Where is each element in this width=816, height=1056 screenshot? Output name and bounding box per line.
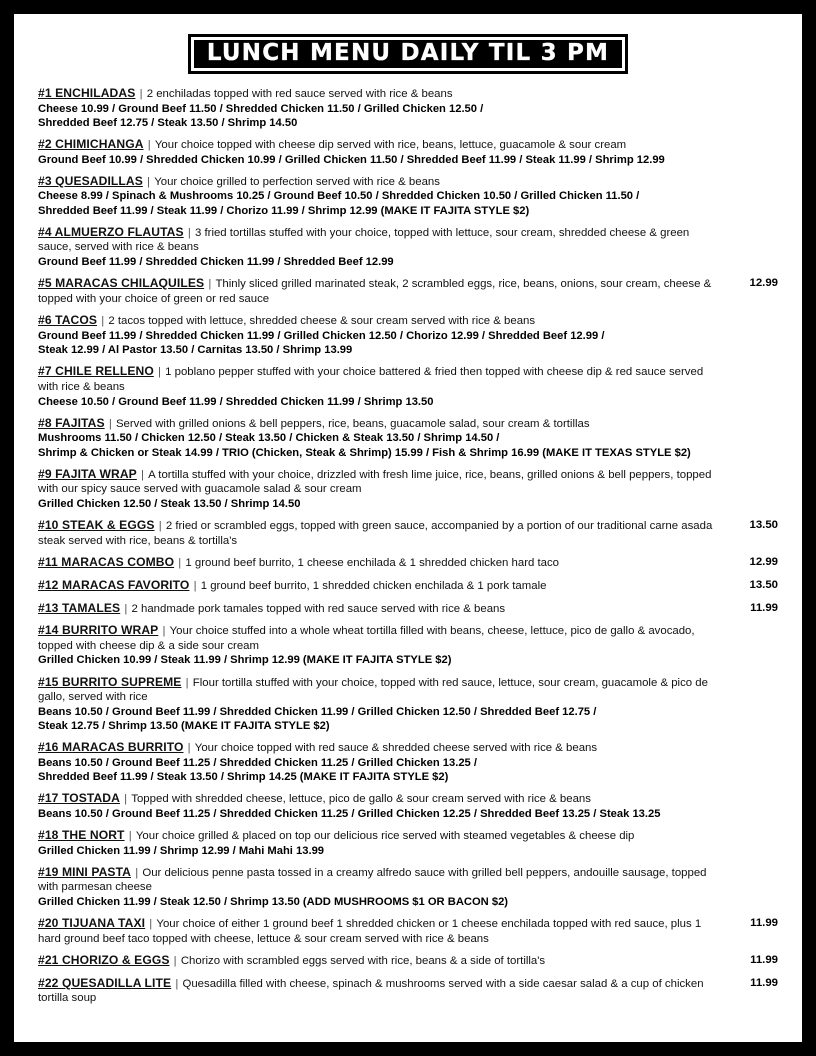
menu-item-description-line xyxy=(38,791,722,807)
menu-item-price-line: Steak 12.99 / Al Pastor 13.50 / Carnitas 13.50 / Shrimp 13.99 xyxy=(38,344,353,357)
menu-item-price-line: Cheese 10.99 / Ground Beef 11.50 / Shredded Chicken 11.50 / Grilled Chicken 12.50 / xyxy=(38,102,484,115)
menu-item-body xyxy=(38,137,722,167)
menu-item-description: Your choice grilled & placed on top our delicious rice served with steamed vegetables & cheese dip xyxy=(135,829,635,842)
menu-item-description-line xyxy=(38,675,722,705)
menu-item-description: Your choice of either 1 ground beef 1 shredded chicken or 1 cheese enchilada topped with red sauce, plus 1 hard ground beef taco topped with cheese, lettuce & sour cream served with rice & beans xyxy=(38,918,702,945)
menu-item-description: 3 fried tortillas stuffed with your choice, topped with lettuce, sour cream, shredded cheese & green sauce, served with rice & beans xyxy=(38,226,690,254)
menu-item-price-line: Cheese 10.50 / Ground Beef 11.99 / Shredded Chicken 11.99 / Shrimp 13.50 xyxy=(38,395,434,408)
menu-item xyxy=(38,623,778,667)
menu-item-description: Flour tortilla stuffed with your choice, topped with red sauce, lettuce, sour cream, guacamole & pico de gallo, served with rice xyxy=(38,676,708,704)
menu-item-price-line: Grilled Chicken 11.99 / Steak 12.50 / Shrimp 13.50 (ADD MUSHROOMS $1 OR BACON $2) xyxy=(38,895,509,908)
menu-item-list xyxy=(38,86,778,1006)
menu-item-body xyxy=(38,467,722,511)
menu-item-name: #17 TOSTADA xyxy=(38,791,120,806)
menu-item-price-line: Shrimp & Chicken or Steak 14.99 / TRIO (Chicken, Steak & Shrimp) 15.99 / Fish & Shrimp 16.99 (MAKE IT TEXAS STYLE $2) xyxy=(38,446,691,459)
menu-item-name: #10 STEAK & EGGS xyxy=(38,518,155,533)
menu-item-price: 12.99 xyxy=(749,556,778,569)
menu-item-separator: | xyxy=(105,417,115,430)
menu-item-separator: | xyxy=(155,520,165,533)
menu-item-price-line: Steak 12.75 / Shrimp 13.50 (MAKE IT FAJITA STYLE $2) xyxy=(38,719,330,732)
menu-item-separator: | xyxy=(172,977,182,990)
menu-item-price: 11.99 xyxy=(750,601,778,614)
menu-item xyxy=(38,364,778,408)
menu-item-price-line: Grilled Chicken 11.99 / Shrimp 12.99 / Mahi Mahi 13.99 xyxy=(38,844,325,857)
menu-item-body xyxy=(38,416,722,460)
menu-item-description-line xyxy=(38,174,722,190)
menu-item-description: 1 ground beef burrito, 1 shredded chicken enchilada & 1 pork tamale xyxy=(200,579,547,592)
menu-item xyxy=(38,976,778,1006)
menu-item-price-line: Ground Beef 11.99 / Shredded Chicken 11.99 / Grilled Chicken 12.50 / Chorizo 12.99 / Shredded Beef 12.99 / xyxy=(38,329,605,342)
menu-item-separator: | xyxy=(146,918,156,931)
menu-item-name: #12 MARACAS FAVORITO xyxy=(38,577,190,592)
menu-item-description-line xyxy=(38,916,722,946)
menu-item-body xyxy=(38,601,722,617)
menu-item-separator: | xyxy=(144,139,154,151)
menu-item-price: 13.50 xyxy=(749,519,778,532)
menu-item-price: 11.99 xyxy=(750,917,778,930)
menu-item-price: 12.99 xyxy=(749,277,778,290)
menu-item xyxy=(38,137,778,167)
menu-item-name: #2 CHIMICHANGA xyxy=(38,137,144,151)
menu-item xyxy=(38,953,778,969)
menu-item-description-line xyxy=(38,555,722,571)
menu-item-separator: | xyxy=(132,866,142,879)
title-box xyxy=(188,34,628,74)
menu-item-separator: | xyxy=(98,315,108,328)
menu-item-description-line xyxy=(38,137,722,153)
menu-item-name: #1 ENCHILADAS xyxy=(38,86,136,100)
menu-item xyxy=(38,740,778,784)
menu-item-separator: | xyxy=(120,793,131,806)
menu-item-name: #6 TACOS xyxy=(38,313,98,328)
menu-item-separator: | xyxy=(182,676,192,689)
menu-item-separator: | xyxy=(205,278,215,291)
menu-item-separator: | xyxy=(121,602,131,615)
menu-item-price-line: Ground Beef 10.99 / Shredded Chicken 10.99 / Grilled Chicken 11.50 / Shredded Beef 11.99 / Steak 11.99 / Shrimp 12.99 xyxy=(38,153,665,166)
menu-item-separator: | xyxy=(125,829,135,842)
menu-item-description: 2 tacos topped with lettuce, shredded cheese & sour cream served with rice & beans xyxy=(108,315,536,328)
menu-item-description-line xyxy=(38,865,722,895)
menu-item-separator: | xyxy=(154,366,165,379)
menu-item-name: #21 CHORIZO & EGGS xyxy=(38,953,170,968)
menu-item-body xyxy=(38,86,722,130)
menu-item-body xyxy=(38,953,722,969)
menu-item-price-line: Mushrooms 11.50 / Chicken 12.50 / Steak 13.50 / Chicken & Steak 13.50 / Shrimp 14.50 / xyxy=(38,432,500,445)
menu-item-body xyxy=(38,364,722,408)
menu-item-name: #16 MARACAS BURRITO xyxy=(38,740,184,755)
menu-item-description-line xyxy=(38,601,722,617)
menu-item-separator: | xyxy=(159,625,169,638)
menu-item xyxy=(38,555,778,571)
menu-item-description: Your choice grilled to perfection served with rice & beans xyxy=(154,175,440,188)
menu-item-body xyxy=(38,865,722,909)
menu-item-body xyxy=(38,276,722,306)
menu-item-body xyxy=(38,675,722,734)
menu-item-description: Served with grilled onions & bell peppers, rice, beans, guacamole salad, sour cream & tortillas xyxy=(115,417,590,430)
menu-item-description: 2 handmade pork tamales topped with red sauce served with rice & beans xyxy=(131,602,506,615)
menu-item-description: A tortilla stuffed with your choice, drizzled with fresh lime juice, rice, beans, grilled onions & bell peppers, topped with our spicy sauce served with guacamole salad & sour cream xyxy=(38,468,712,496)
menu-item-description-line xyxy=(38,578,722,594)
menu-item-description: 1 ground beef burrito, 1 cheese enchilada & 1 shredded chicken hard taco xyxy=(185,557,560,570)
menu-item-body xyxy=(38,518,722,548)
menu-item-name: #3 QUESADILLAS xyxy=(38,173,143,188)
menu-item-description-line xyxy=(38,86,722,102)
menu-item-description: Topped with shredded cheese, lettuce, pico de gallo & sour cream served with rice & beans xyxy=(131,793,591,806)
menu-item-price-line: Cheese 8.99 / Spinach & Mushrooms 10.25 / Ground Beef 10.50 / Shredded Chicken 10.50 / Grilled Chicken 11.50 / xyxy=(38,190,640,203)
page-title: LUNCH MENU DAILY TIL 3 PM xyxy=(206,40,610,66)
menu-item xyxy=(38,601,778,617)
menu-item-body xyxy=(38,578,722,594)
menu-item-description-line xyxy=(38,313,722,329)
menu-item-body xyxy=(38,225,722,269)
menu-item-separator: | xyxy=(136,88,146,100)
menu-item-body xyxy=(38,828,722,858)
menu-item-description: Our delicious penne pasta tossed in a creamy alfredo sauce with grilled bell peppers, andouille sausage, topped with parmesan cheese xyxy=(38,866,707,894)
menu-item-description: Your choice topped with cheese dip served with rice, beans, lettuce, guacamole & sour cream xyxy=(154,139,627,151)
menu-item-separator: | xyxy=(184,742,194,755)
menu-item xyxy=(38,518,778,548)
menu-item-name: #19 MINI PASTA xyxy=(38,864,132,879)
menu-item-price-line: Beans 10.50 / Ground Beef 11.99 / Shredded Chicken 11.99 / Grilled Chicken 12.50 / Shredded Beef 12.75 / xyxy=(38,705,597,718)
menu-item-description: 2 fried or scrambled eggs, topped with green sauce, accompanied by a portion of our traditional carne asada steak served with rice, beans & tortilla's xyxy=(38,520,713,547)
menu-item xyxy=(38,791,778,821)
menu-item xyxy=(38,828,778,858)
menu-item-separator: | xyxy=(184,226,194,239)
menu-item-price-line: Beans 10.50 / Ground Beef 11.25 / Shredded Chicken 11.25 / Grilled Chicken 13.25 / xyxy=(38,756,477,769)
menu-sheet xyxy=(14,14,802,1042)
menu-item-description: Chorizo with scrambled eggs served with rice, beans & a side of tortilla's xyxy=(180,955,546,968)
menu-item-price-line: Shredded Beef 11.99 / Steak 13.50 / Shrimp 14.25 (MAKE IT FAJITA STYLE $2) xyxy=(38,770,449,783)
menu-item xyxy=(38,174,778,218)
menu-item-price-line: Grilled Chicken 10.99 / Steak 11.99 / Shrimp 12.99 (MAKE IT FAJITA STYLE $2) xyxy=(38,654,452,667)
menu-item-description-line xyxy=(38,828,722,844)
menu-item-body xyxy=(38,976,722,1006)
menu-item-body xyxy=(38,313,722,357)
menu-item-description-line xyxy=(38,740,722,756)
menu-item-name: #20 TIJUANA TAXI xyxy=(38,916,146,931)
menu-item-description-line xyxy=(38,953,722,969)
menu-item xyxy=(38,225,778,269)
menu-item-price: 11.99 xyxy=(750,954,778,967)
menu-item-name: #15 BURRITO SUPREME xyxy=(38,674,182,689)
menu-item-price: 11.99 xyxy=(750,976,778,989)
menu-item-name: #14 BURRITO WRAP xyxy=(38,623,159,638)
menu-item-name: #4 ALMUERZO FLAUTAS xyxy=(38,224,184,239)
menu-item-body xyxy=(38,623,722,667)
menu-item xyxy=(38,916,778,946)
menu-item-price-line: Shredded Beef 11.99 / Steak 11.99 / Chorizo 11.99 / Shrimp 12.99 (MAKE IT FAJITA STYLE $2) xyxy=(38,204,530,217)
menu-item-description: Thinly sliced grilled marinated steak, 2 scrambled eggs, rice, beans, onions, sour cream, cheese & topped with your choice of green or red sauce xyxy=(38,278,712,305)
menu-item-description-line xyxy=(38,467,722,497)
menu-item-description-line xyxy=(38,416,722,432)
menu-item-separator: | xyxy=(170,955,180,968)
menu-item-separator: | xyxy=(175,557,185,570)
menu-item-separator: | xyxy=(143,175,154,188)
menu-item-description-line xyxy=(38,623,722,653)
menu-item-body xyxy=(38,174,722,218)
menu-title-banner xyxy=(38,34,778,74)
menu-item-price-line: Beans 10.50 / Ground Beef 11.25 / Shredded Chicken 11.25 / Grilled Chicken 12.25 / Shredded Beef 13.25 / Steak 13.25 xyxy=(38,807,661,820)
menu-item-body xyxy=(38,555,722,571)
menu-item-description-line xyxy=(38,225,722,255)
menu-item-description-line xyxy=(38,976,722,1006)
menu-item xyxy=(38,578,778,594)
menu-item xyxy=(38,276,778,306)
menu-item-description-line xyxy=(38,276,722,306)
menu-item-price-line: Grilled Chicken 12.50 / Steak 13.50 / Shrimp 14.50 xyxy=(38,497,301,510)
menu-item-name: #5 MARACAS CHILAQUILES xyxy=(38,276,205,291)
menu-item xyxy=(38,416,778,460)
menu-item-body xyxy=(38,916,722,946)
menu-item-separator: | xyxy=(137,468,148,481)
menu-item-name: #18 THE NORT xyxy=(38,827,125,842)
menu-item-name: #8 FAJITAS xyxy=(38,415,105,430)
menu-item xyxy=(38,313,778,357)
menu-item-separator: | xyxy=(190,579,200,592)
menu-item-body xyxy=(38,740,722,784)
menu-item xyxy=(38,467,778,511)
menu-item-description-line xyxy=(38,364,722,394)
menu-item-name: #13 TAMALES xyxy=(38,600,121,615)
menu-item xyxy=(38,675,778,734)
menu-item-price-line: Ground Beef 11.99 / Shredded Chicken 11.99 / Shredded Beef 12.99 xyxy=(38,255,394,268)
menu-item-description: Your choice stuffed into a whole wheat tortilla filled with beans, cheese, lettuce, pico de gallo & avocado, topped with cheese dip & a side sour cream xyxy=(38,625,695,652)
menu-item-price: 13.50 xyxy=(749,578,778,591)
menu-item-description: Quesadilla filled with cheese, spinach & mushrooms served with a side caesar salad & a cup of chicken tortilla soup xyxy=(38,977,704,1005)
menu-item-name: #11 MARACAS COMBO xyxy=(38,555,175,570)
menu-item xyxy=(38,865,778,909)
menu-item-description: Your choice topped with red sauce & shredded cheese served with rice & beans xyxy=(194,742,598,755)
menu-item-name: #22 QUESADILLA LITE xyxy=(38,975,172,990)
menu-item-description: 1 poblano pepper stuffed with your choice battered & fried then topped with cheese dip & red sauce served with rice & beans xyxy=(38,366,704,393)
menu-item-description: 2 enchiladas topped with red sauce served with rice & beans xyxy=(146,88,453,100)
menu-item-name: #9 FAJITA WRAP xyxy=(38,466,137,481)
menu-item-body xyxy=(38,791,722,821)
menu-item xyxy=(38,86,778,130)
menu-item-description-line xyxy=(38,518,722,548)
menu-item-name: #7 CHILE RELLENO xyxy=(38,364,154,379)
menu-item-price-line: Shredded Beef 12.75 / Steak 13.50 / Shrimp 14.50 xyxy=(38,116,298,129)
